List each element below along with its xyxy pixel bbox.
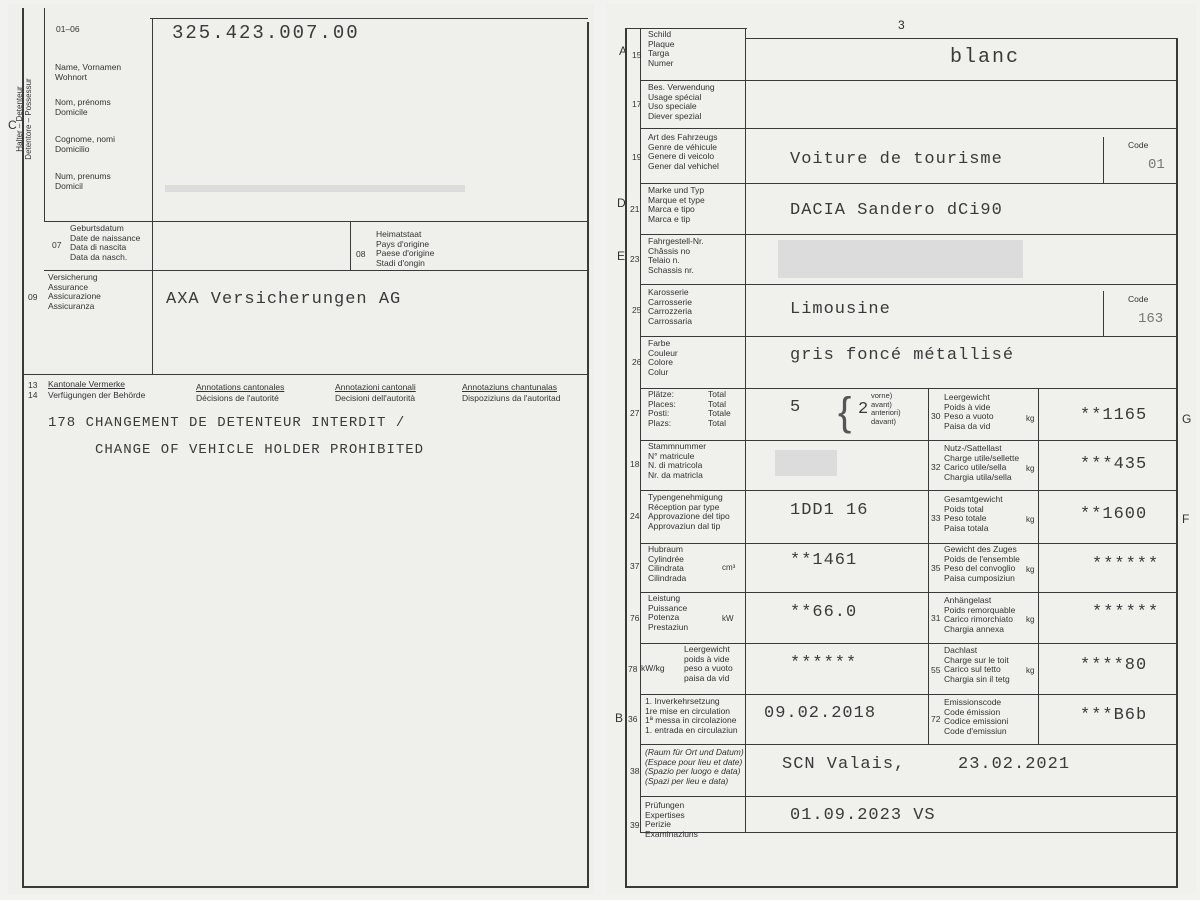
chassis-label: Fahrgestell-Nr. Châssis no Telaio n. Schassis nr. [648, 236, 704, 275]
row-30-number: 30 [931, 411, 941, 421]
row-18-number: 18 [630, 459, 640, 469]
row-35-number: 35 [931, 563, 941, 573]
name-label-it: Cognome, nomi Domicilio [55, 134, 116, 154]
type-approval-label: Typengenehmigung Réception par type Approvazione del tipo Approvaziun dal tip [648, 492, 730, 531]
place-value: SCN Valais, [782, 755, 906, 774]
date-value: 23.02.2021 [958, 755, 1071, 774]
name-label-rm: Num, prenums Domicil [55, 171, 111, 191]
special-use-label: Bes. Verwendung Usage spécial Uso speciale Diever spezial [648, 82, 715, 121]
vehicle-type-label: Art des Fahrzeugs Genre de véhicule Genere di veicolo Gener dal vehichel [648, 132, 719, 171]
seats-label: Plätze: Places: Posti: Plazs: [648, 389, 676, 428]
authority-header-rm: Dispoziziuns da l'autoritad [462, 393, 561, 403]
row-25-number: 25 [632, 305, 642, 315]
page-number: 3 [898, 18, 905, 32]
vehicle-type-code: 01 [1148, 157, 1165, 173]
insurance-value: AXA Versicherungen AG [166, 290, 402, 309]
power-weight-label: kW/kg [641, 663, 665, 673]
redacted-name [165, 185, 465, 192]
train-weight-label: Gewicht des Zuges Poids de l'ensemble Peso del convoglio Paisa cumposiziun [944, 544, 1020, 583]
row-38-number: 38 [630, 766, 640, 776]
train-weight-value: ****** [1092, 555, 1160, 574]
row-19-number: 19 [632, 152, 642, 162]
payload-value: ***435 [1080, 455, 1148, 474]
towing-weight-unit: kg [1026, 615, 1035, 624]
total-weight-unit: kg [1026, 515, 1035, 524]
marker-f: F [1182, 512, 1190, 526]
payload-unit: kg [1026, 464, 1035, 473]
holder-side-label: Halter – Detenteur Detentore – Possessur [15, 78, 33, 160]
redacted-matricule [775, 450, 837, 476]
row-21-number: 21 [630, 204, 640, 214]
insurance-label: Versicherung Assurance Assicurazione Assicuranza [48, 272, 101, 311]
matricule-label: Stammnummer N° matricule N. di matricola Nr. da matricla [648, 441, 707, 480]
cantonal-header-rm: Annotaziuns chantunalas [462, 382, 557, 392]
body-code-label: Code [1128, 294, 1149, 304]
power-weight-value: ****** [790, 654, 858, 673]
color-value: gris foncé métallisé [790, 346, 1015, 365]
displacement-unit: cm³ [722, 563, 736, 572]
first-registration-value: 09.02.2018 [764, 704, 877, 723]
vehicle-type-value: Voiture de tourisme [790, 150, 1003, 169]
power-unit: kW [722, 614, 734, 623]
front-seats-note: vorne) avant) anteriori) davant) [871, 391, 901, 426]
inspections-value: 01.09.2023 VS [790, 806, 936, 825]
redacted-chassis [778, 240, 1023, 278]
empty-weight-value: **1165 [1080, 406, 1148, 425]
marker-c: C [8, 118, 17, 132]
place-date-label: (Raum für Ort und Datum) (Espace pour lieu et date) (Spazio per luogo e data) (Spazi per lieu e data) [645, 747, 744, 786]
train-weight-unit: kg [1026, 565, 1035, 574]
power-weight-sub-label: Leergewicht poids à vide peso a vuoto paisa da vid [684, 644, 733, 683]
name-label-de: Name, Vornamen Wohnort [55, 62, 122, 82]
roof-load-unit: kg [1026, 666, 1035, 675]
authority-header-de: Verfügungen der Behörde [48, 390, 146, 400]
empty-weight-unit: kg [1026, 414, 1035, 423]
row-24-number: 24 [630, 511, 640, 521]
seats-brace: { [838, 390, 852, 434]
seats-total-label: Total Total Totale Total [708, 389, 731, 428]
total-weight-label: Gesamtgewicht Poids total Peso totale Paisa totala [944, 494, 1003, 533]
row-36-number: 36 [628, 714, 638, 724]
cantonal-header-fr: Annotations cantonales [196, 382, 285, 392]
authority-header-it: Decisioni dell'autorità [335, 393, 416, 403]
cantonal-header-de: Kantonale Vermerke [48, 379, 126, 389]
color-label: Farbe Couleur Colore Colur [648, 338, 678, 377]
emission-code-value: ***B6b [1080, 706, 1148, 725]
holder-number: 325.423.007.00 [172, 22, 360, 44]
seats-value: 5 [790, 398, 802, 417]
power-label: Leistung Puissance Potenza Prestaziun [648, 593, 689, 632]
field-01-06-label: 01–06 [56, 24, 80, 34]
annotation-line-2: CHANGE OF VEHICLE HOLDER PROHIBITED [95, 442, 425, 458]
make-value: DACIA Sandero dCi90 [790, 201, 1003, 220]
towing-weight-value: ****** [1092, 603, 1160, 622]
inspections-label: Prüfungen Expertises Perizie Examinaziuns [645, 800, 698, 839]
field-09-number: 09 [28, 292, 38, 302]
row-23-number: 23 [630, 254, 640, 264]
annotation-line-1: 178 CHANGEMENT DE DETENTEUR INTERDIT / [48, 415, 406, 431]
row-37-number: 37 [630, 561, 640, 571]
marker-b: B [615, 711, 624, 725]
field-08-number: 08 [356, 249, 366, 259]
power-value: **66.0 [790, 603, 858, 622]
displacement-value: **1461 [790, 551, 858, 570]
marker-e: E [617, 249, 626, 263]
row-72-number: 72 [931, 714, 941, 724]
body-label: Karosserie Carrosserie Carrozzeria Carrossaria [648, 287, 692, 326]
make-label: Marke und Typ Marque et type Marca e tipo Marca e tip [648, 185, 705, 224]
vehicle-type-code-label: Code [1128, 140, 1149, 150]
row-76-number: 76 [630, 613, 640, 623]
payload-label: Nutz-/Sattellast Charge utile/sellette Carico utile/sella Chargia utila/sella [944, 443, 1020, 482]
towing-weight-label: Anhängelast Poids remorquable Carico rimorchiato Chargia annexa [944, 595, 1016, 634]
body-value: Limousine [790, 300, 891, 319]
origin-label: Heimatstaat Pays d'origine Paese d'origine Stadi d'ongin [376, 229, 435, 268]
cantonal-header-it: Annotazioni cantonali [335, 382, 416, 392]
front-seats-value: 2 [858, 400, 870, 419]
body-code: 163 [1138, 311, 1164, 327]
field-13-number: 13 [28, 380, 38, 390]
row-31-number: 31 [931, 613, 941, 623]
row-33-number: 33 [931, 513, 941, 523]
roof-load-label: Dachlast Charge sur le toit Carico sul tetto Chargia sin il tetg [944, 645, 1010, 684]
row-27-number: 27 [630, 408, 640, 418]
roof-load-value: ****80 [1080, 656, 1148, 675]
marker-g: G [1182, 412, 1192, 426]
row-15-number: 15 [632, 50, 642, 60]
plate-value: blanc [950, 46, 1021, 69]
row-26-number: 26 [632, 357, 642, 367]
first-registration-label: 1. Inverkehrsetzung 1re mise en circulation 1ª messa in circolazione 1. entrada en circulaziun [645, 696, 738, 735]
row-39-number: 39 [630, 820, 640, 830]
field-14-number: 14 [28, 390, 38, 400]
field-07-number: 07 [52, 240, 62, 250]
marker-d: D [617, 196, 626, 210]
emission-code-label: Emissionscode Code émission Codice emissioni Code d'emissiun [944, 697, 1009, 736]
authority-header-fr: Décisions de l'autorité [196, 393, 279, 403]
plate-label: Schild Plaque Targa Numer [648, 29, 675, 68]
empty-weight-label: Leergewicht Poids à vide Peso a vuoto Paisa da vid [944, 392, 994, 431]
name-label-fr: Nom, prénoms Domicile [55, 97, 111, 117]
row-32-number: 32 [931, 462, 941, 472]
row-17-number: 17 [632, 99, 642, 109]
displacement-label: Hubraum Cylindrée Cilindrata Cilindrada [648, 544, 687, 583]
row-78-number: 78 [628, 664, 638, 674]
row-55-number: 55 [931, 665, 941, 675]
marker-a: A [619, 44, 628, 58]
type-approval-value: 1DD1 16 [790, 501, 869, 520]
birthdate-label: Geburtsdatum Date de naissance Data di nascita Data da nasch. [70, 223, 141, 262]
total-weight-value: **1600 [1080, 505, 1148, 524]
